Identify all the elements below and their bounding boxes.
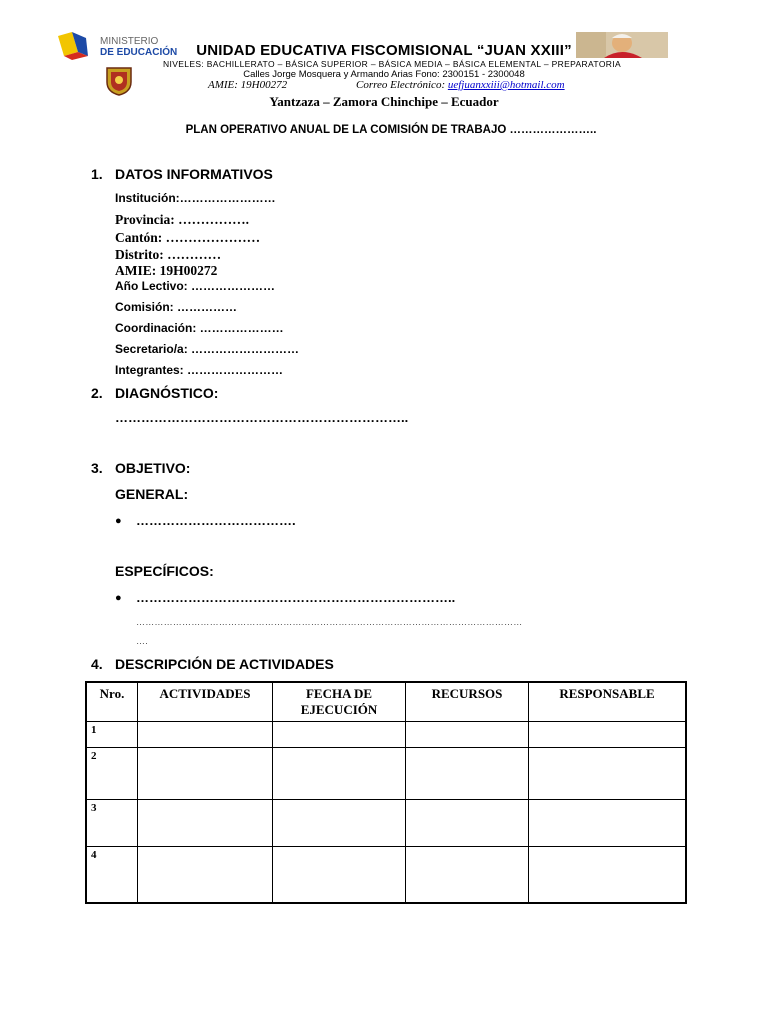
diagnostico-dots: …………………………………………………………..	[115, 410, 409, 425]
field-anio-lectivo: Año Lectivo: …………………	[115, 279, 276, 293]
ministry-logo-text-1: MINISTERIO	[100, 36, 159, 47]
cell-fecha[interactable]	[273, 722, 406, 748]
especificos-bullet-icon: ●	[115, 592, 122, 604]
section-3-title: OBJETIVO:	[115, 460, 191, 476]
email-link[interactable]: uefjuanxxiii@hotmail.com	[447, 79, 565, 91]
general-dots: ……………………………….	[136, 513, 296, 528]
ministry-logo-text-2: DE EDUCACIÓN	[100, 47, 178, 58]
cell-fecha[interactable]	[273, 800, 406, 847]
table-row	[86, 847, 686, 903]
cell-responsable[interactable]	[529, 748, 687, 800]
table-row	[86, 722, 686, 748]
email-label: Correo Electrónico:	[356, 79, 446, 91]
school-name: UNIDAD EDUCATIVA FISCOMISIONAL “JUAN XXIII”	[196, 42, 572, 59]
especificos-small-dots-2: ….	[136, 636, 148, 646]
school-address: Calles Jorge Mosquera y Armando Arias Fono: 2300151 - 2300048	[243, 69, 525, 80]
section-1-title: DATOS INFORMATIVOS	[115, 166, 273, 182]
cell-actividad[interactable]	[138, 847, 273, 903]
section-3-number: 3.	[91, 460, 103, 476]
section-4-number: 4.	[91, 656, 103, 672]
cell-responsable[interactable]	[529, 800, 687, 847]
cell-recursos[interactable]	[406, 748, 529, 800]
especificos-label: ESPECÍFICOS:	[115, 563, 214, 579]
general-bullet-icon: ●	[115, 515, 122, 527]
section-4-title: DESCRIPCIÓN DE ACTIVIDADES	[115, 656, 334, 672]
section-1-number: 1.	[91, 166, 103, 182]
row-number: 2	[86, 748, 138, 800]
cell-actividad[interactable]	[138, 722, 273, 748]
cell-recursos[interactable]	[406, 800, 529, 847]
field-secretario: Secretario/a: ………………………	[115, 342, 300, 356]
cell-responsable[interactable]	[529, 847, 687, 903]
field-amie: AMIE: 19H00272	[115, 263, 218, 278]
cell-recursos[interactable]	[406, 847, 529, 903]
header-recursos: RECURSOS	[406, 682, 529, 722]
table-header-row	[86, 682, 686, 722]
header-nro: Nro.	[86, 682, 138, 722]
cell-recursos[interactable]	[406, 722, 529, 748]
field-institucion: Institución:……………………	[115, 191, 276, 205]
especificos-small-dots-1: ………………………………………………………………………………………………………………	[136, 617, 523, 627]
school-levels: NIVELES: BACHILLERATO – BÁSICA SUPERIOR – BÁSICA MEDIA – BÁSICA ELEMENTAL – PREPARATORIA	[163, 59, 621, 69]
field-provincia: Provincia: …………….	[115, 212, 249, 227]
cell-actividad[interactable]	[138, 748, 273, 800]
header-fecha: FECHA DE EJECUCIÓN	[273, 682, 406, 722]
especificos-dots: ………………………………………………………………..	[136, 590, 456, 605]
cell-fecha[interactable]	[273, 748, 406, 800]
table-row	[86, 800, 686, 847]
school-city: Yantzaza – Zamora Chinchipe – Ecuador	[269, 94, 499, 109]
field-coordinacion: Coordinación: …………………	[115, 321, 284, 335]
general-label: GENERAL:	[115, 486, 189, 502]
header-actividades: ACTIVIDADES	[138, 682, 273, 722]
table-row	[86, 748, 686, 800]
row-number: 4	[86, 847, 138, 903]
row-number: 3	[86, 800, 138, 847]
activities-table	[85, 681, 687, 904]
field-canton: Cantón: …………………	[115, 230, 261, 245]
cell-responsable[interactable]	[529, 722, 687, 748]
field-integrantes: Integrantes: ……………………	[115, 363, 284, 377]
section-2-number: 2.	[91, 385, 103, 401]
header-responsable: RESPONSABLE	[529, 682, 687, 722]
plan-title: PLAN OPERATIVO ANUAL DE LA COMISIÓN DE TRABAJO …………………..	[185, 124, 597, 136]
header-email-line	[356, 79, 565, 91]
cell-actividad[interactable]	[138, 800, 273, 847]
header-amie: AMIE: 19H00272	[208, 79, 288, 91]
section-2-title: DIAGNÓSTICO:	[115, 385, 219, 401]
cell-fecha[interactable]	[273, 847, 406, 903]
field-distrito: Distrito: …………	[115, 247, 222, 262]
row-number: 1	[86, 722, 138, 748]
field-comision: Comisión: ……………	[115, 300, 237, 314]
